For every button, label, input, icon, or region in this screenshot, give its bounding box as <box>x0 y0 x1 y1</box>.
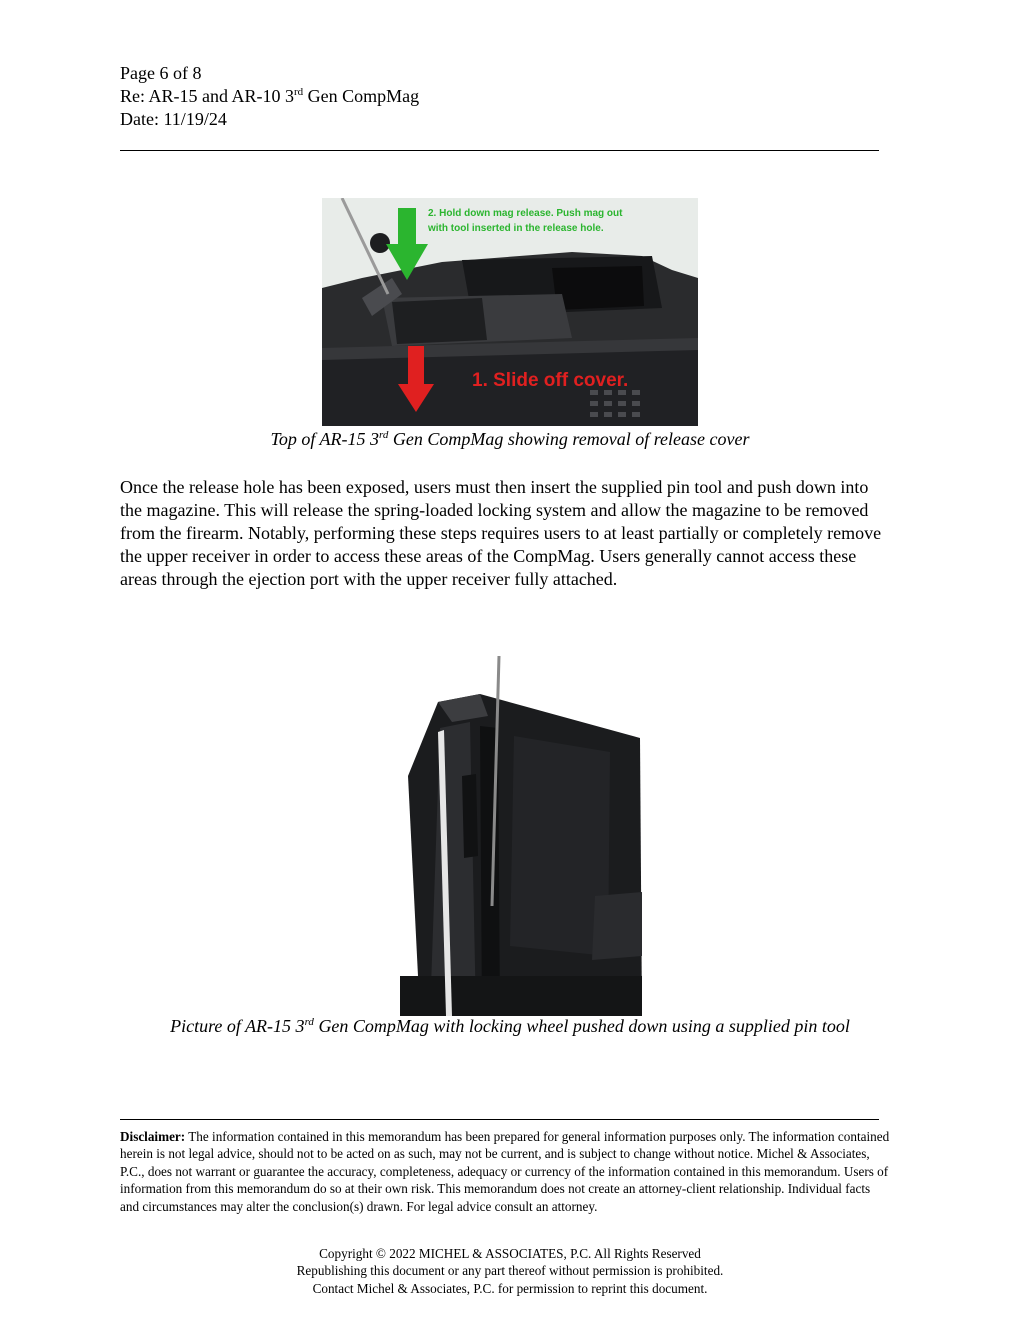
subject-superscript: rd <box>294 86 304 98</box>
figure1-caption-superscript: rd <box>379 429 389 441</box>
header-divider <box>120 150 879 151</box>
subject-line <box>120 85 419 108</box>
release-cover-illustration <box>322 198 698 426</box>
republishing-line: Republishing this document or any part thereof without permission is prohibited. <box>296 1263 724 1279</box>
disclaimer-label: Disclaimer: <box>120 1129 186 1144</box>
figure1-caption <box>100 428 920 450</box>
figure1-caption-text-end: Gen CompMag showing removal of release cover <box>388 429 750 449</box>
body-paragraph: Once the release hole has been exposed, users must then insert the supplied pin tool and push down into the magazine. This will release the spring-loaded locking system and allow the magazine to be removed from the firearm. Notably, performing these steps requires users to at least partially or completely remove the upper receiver in order to access these areas of the CompMag. Users generally cannot access these areas through the ejection port with the upper receiver fully attached. <box>120 477 882 589</box>
contact-line: Contact Michel & Associates, P.C. for permission to reprint this document. <box>312 1280 708 1296</box>
figure2-caption-text-end: Gen CompMag with locking wheel pushed down using a supplied pin tool <box>313 1016 850 1036</box>
figure2-caption-superscript: rd <box>304 1016 314 1028</box>
footer-divider <box>120 1119 879 1120</box>
copyright-line: Copyright © 2022 MICHEL & ASSOCIATES, P.C. All Rights Reserved <box>319 1246 701 1261</box>
annotation-hold-line2: with tool inserted in the release hole. <box>428 223 604 234</box>
subject-text: Re: AR-15 and AR-10 3 <box>120 86 294 106</box>
figure1-caption-text: Top of AR-15 3 <box>270 429 380 449</box>
pin-tool-illustration <box>380 656 650 1016</box>
annotation-slide-cover: 1. Slide off cover. <box>472 370 629 391</box>
annotation-hold-line1: 2. Hold down mag release. Push mag out <box>428 208 623 219</box>
release-cover-photo <box>322 198 698 426</box>
disclaimer-text: The information contained in this memorandum has been prepared for general information purposes only. The information contained herein is not legal advice, should not to be acted on as such, may not be current, and is subject to change without notice. Michel & Associates, P.C., does not warrant or guarantee the accuracy, completeness, adequacy or currency of the information contained in this memorandum. Users of information from this memorandum do so at their own risk. This memorandum does not create an attorney-client relationship. Individual facts and circumstances may alter the conclusion(s) drawn. For legal advice consult an attorney. <box>120 1129 890 1214</box>
page-number: Page 6 of 8 <box>120 63 202 83</box>
page-header <box>120 62 419 131</box>
memo-date: Date: 11/19/24 <box>120 109 227 129</box>
subject-text-end: Gen CompMag <box>303 86 420 106</box>
copyright-notice <box>120 1245 900 1297</box>
figure2-caption <box>100 1015 920 1037</box>
pin-tool-photo <box>380 656 650 1016</box>
disclaimer <box>120 1128 890 1215</box>
figure2-caption-text: Picture of AR-15 3 <box>170 1016 305 1036</box>
